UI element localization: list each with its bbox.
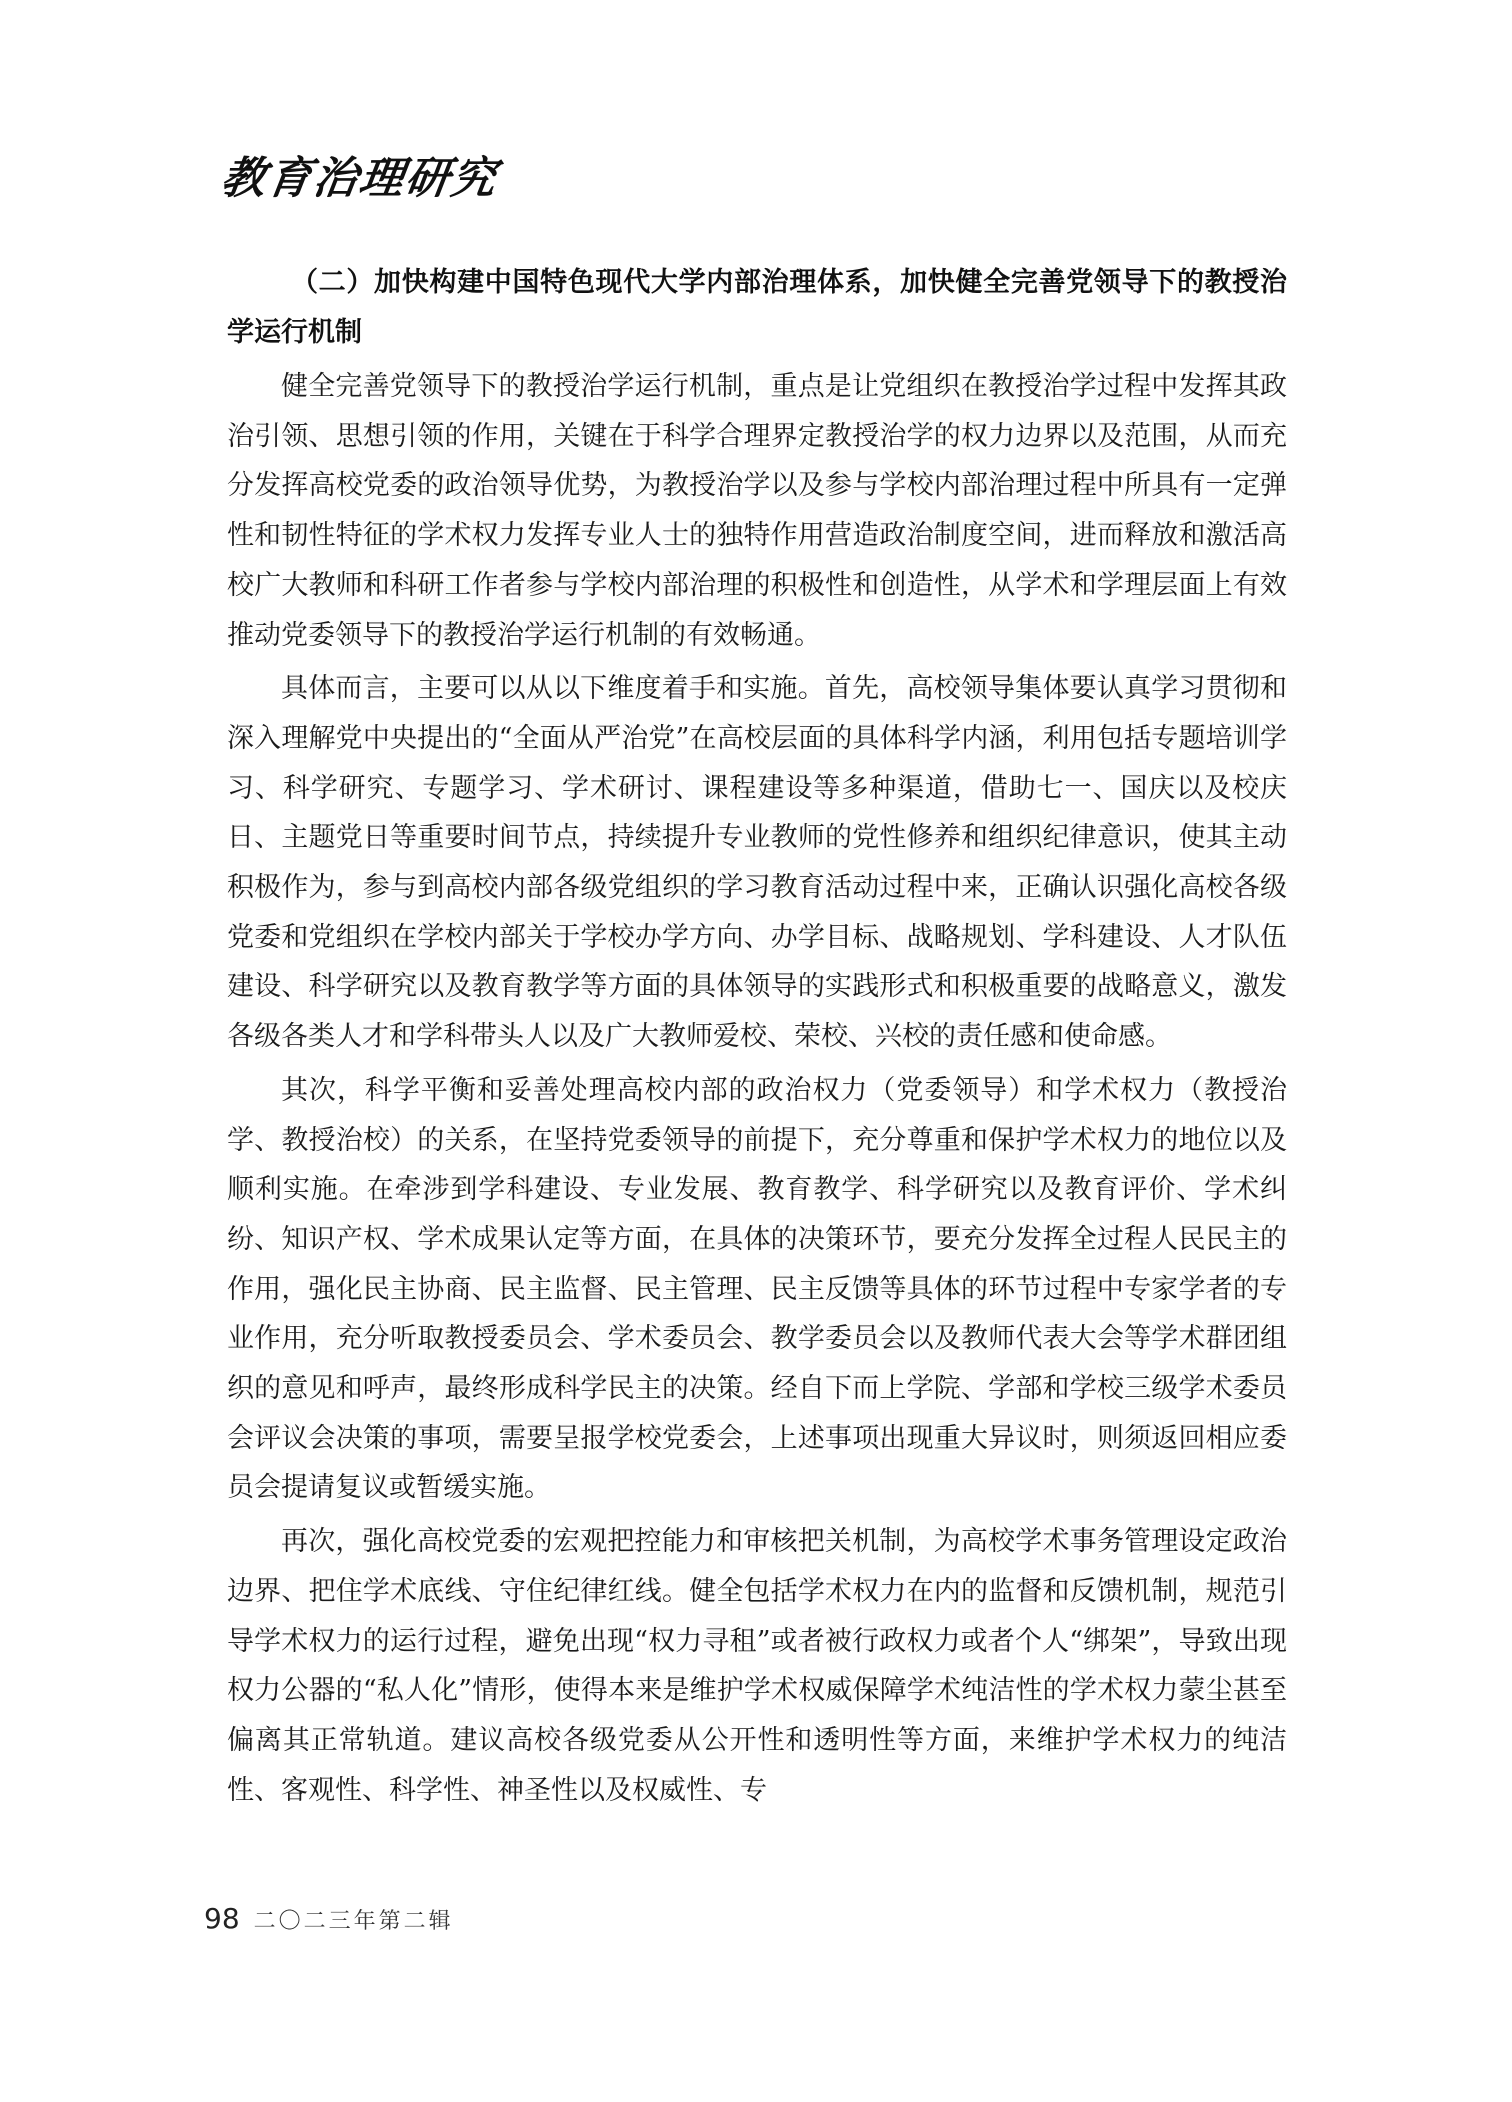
issue-label: 二〇二三年第二辑: [253, 1909, 454, 1934]
paragraph-2: 具体而言，主要可以从以下维度着手和实施。首先，高校领导集体要认真学习贯彻和深入理解党中央提出的“全面从严治党”在高校层面的具体科学内涵，利用包括专题培训学习、科学研究、专题学习、学术研讨、课程建设等多种渠道，借助七一、国庆以及校庆日、主题党日等重要时间节点，持续提升专业教师的党性修养和组织纪律意识，使其主动积极作为，参与到高校内部各级党组织的学习教育活动过程中来，正确认识强化高校各级党委和党组织在学校内部关于学校办学方向、办学目标、战略规划、学科建设、人才队伍建设、科学研究以及教育教学等方面的具体领导的实践形式和积极重要的战略意义，激发各级各类人才和学科带头人以及广大教师爱校、荣校、兴校的责任感和使命感。: [227, 673, 1287, 1053]
page-number: 98: [204, 1902, 240, 1935]
journal-running-header: 教育治理研究: [217, 153, 501, 204]
paragraph-3: 其次，科学平衡和妥善处理高校内部的政治权力（党委领导）和学术权力（教授治学、教授治校）的关系，在坚持党委领导的前提下，充分尊重和保护学术权力的地位以及顺利实施。在牵涉到学科建设、专业发展、教育教学、科学研究以及教育评价、学术纠纷、知识产权、学术成果认定等方面，在具体的决策环节，要充分发挥全过程人民民主的作用，强化民主协商、民主监督、民主管理、民主反馈等具体的环节过程中专家学者的专业作用，充分听取教授委员会、学术委员会、教学委员会以及教师代表大会等学术群团组织的意见和呼声，最终形成科学民主的决策。经自下而上学院、学部和学校三级学术委员会评议会决策的事项，需要呈报学校党委会，上述事项出现重大异议时，则须返回相应委员会提请复议或暂缓实施。: [227, 1074, 1287, 1504]
page-footer: [204, 1902, 454, 1935]
section-heading: （二）加快构建中国特色现代大学内部治理体系，加快健全完善党领导下的教授治学运行机制: [227, 267, 1287, 348]
article-body: [227, 258, 1287, 1819]
paragraph-4: 再次，强化高校党委的宏观把控能力和审核把关机制，为高校学术事务管理设定政治边界、把住学术底线、守住纪律红线。健全包括学术权力在内的监督和反馈机制，规范引导学术权力的运行过程，避免出现“权力寻租”或者被行政权力或者个人“绑架”，导致出现权力公器的“私人化”情形，使得本来是维护学术权威保障学术纯洁性的学术权力蒙尘甚至偏离其正常轨道。建议高校各级党委从公开性和透明性等方面，来维护学术权力的纯洁性、客观性、科学性、神圣性以及权威性、专: [227, 1526, 1287, 1806]
paragraph-1: 健全完善党领导下的教授治学运行机制，重点是让党组织在教授治学过程中发挥其政治引领、思想引领的作用，关键在于科学合理界定教授治学的权力边界以及范围，从而充分发挥高校党委的政治领导优势，为教授治学以及参与学校内部治理过程中所具有一定弹性和韧性特征的学术权力发挥专业人士的独特作用营造政治制度空间，进而释放和激活高校广大教师和科研工作者参与学校内部治理的积极性和创造性，从学术和学理层面上有效推动党委领导下的教授治学运行机制的有效畅通。: [227, 371, 1287, 651]
